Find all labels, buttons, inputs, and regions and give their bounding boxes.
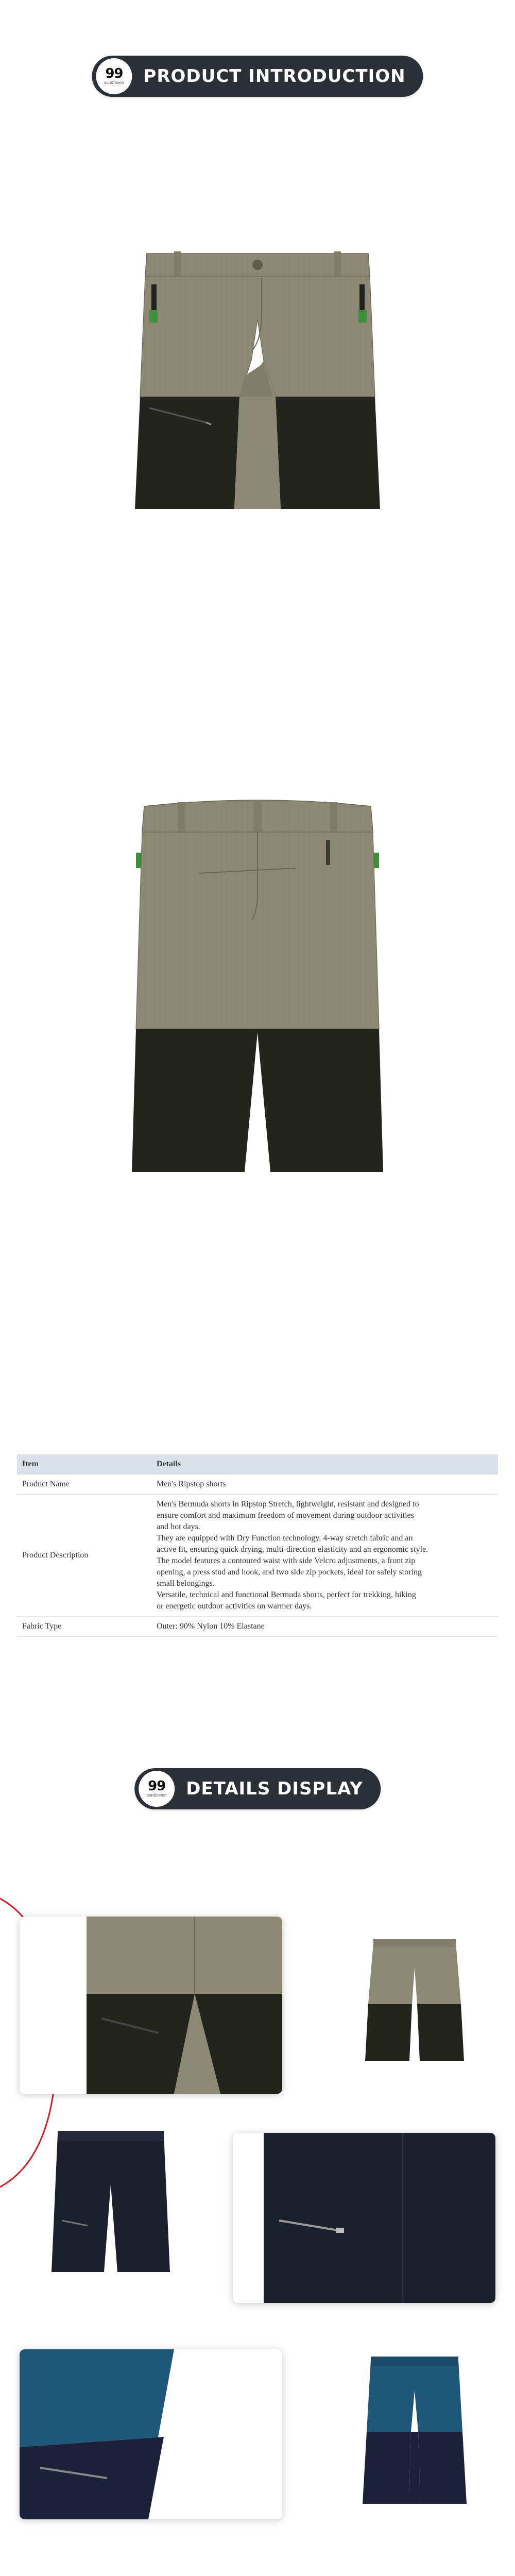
section-badge-product-introduction: [92, 56, 423, 97]
product-thumb-petrol: [360, 2354, 469, 2509]
brand-logo: [96, 58, 132, 94]
brand-logo-sub: sun&moon: [104, 80, 124, 85]
section-title: PRODUCT INTRODUCTION: [143, 66, 406, 87]
product-front-image: [129, 242, 386, 531]
table-cell-details: [151, 1495, 498, 1617]
brand-logo-number: 99: [148, 1778, 166, 1794]
table-row: [17, 1617, 498, 1637]
table-cell-item: Product Name: [17, 1475, 151, 1495]
closeup-petrol-image: [20, 2349, 282, 2519]
section-title: DETAILS DISPLAY: [186, 1778, 363, 1799]
description-line: active fit, ensuring quick drying, multi-direction elasticity and an ergonomic style.: [157, 1545, 428, 1554]
table-cell-details: Outer: 90% Nylon 10% Elastane: [151, 1617, 498, 1637]
table-cell-item: Product Description: [17, 1495, 151, 1617]
table-row: [17, 1475, 498, 1495]
detail-closeup-khaki: [20, 1917, 282, 2094]
description-line: The model features a contoured waist with side Velcro adjustments, a front zip: [157, 1556, 416, 1565]
product-thumb-navy: [46, 2128, 175, 2277]
product-back-image: [129, 791, 386, 1218]
brand-logo-number: 99: [105, 66, 123, 81]
description-line: Men's Bermuda shorts in Ripstop Stretch, lightweight, resistant and designed to: [157, 1500, 419, 1509]
description-line: opening, a press stud and hook, and two side zip pockets, ideal for safely storing: [157, 1568, 422, 1577]
table-cell-details: Men's Ripstop shorts: [151, 1475, 498, 1495]
spec-table: [17, 1454, 498, 1637]
description-line: small belongings.: [157, 1579, 215, 1588]
table-row: [17, 1495, 498, 1617]
closeup-navy-image: [233, 2133, 495, 2303]
detail-closeup-petrol: [20, 2349, 282, 2519]
button-icon: [252, 260, 263, 270]
brand-logo-sub: sun&moon: [147, 1793, 167, 1798]
detail-closeup-navy: [233, 2133, 495, 2303]
brand-logo: [139, 1771, 175, 1807]
description-line: or energetic outdoor activities on warmer days.: [157, 1602, 312, 1611]
table-header-item: Item: [17, 1454, 151, 1475]
description-line: ensure comfort and maximum freedom of movement during outdoor activities: [157, 1511, 414, 1520]
section-badge-details-display: [134, 1768, 381, 1809]
product-thumb-khaki: [363, 1937, 466, 2066]
table-header-row: [17, 1454, 498, 1475]
description-line: and hot days.: [157, 1522, 200, 1531]
description-line: Versatile, technical and functional Bermuda shorts, perfect for trekking, hiking: [157, 1590, 416, 1599]
table-cell-item: Fabric Type: [17, 1617, 151, 1637]
table-header-details: Details: [151, 1454, 498, 1475]
closeup-khaki-image: [20, 1917, 282, 2094]
description-line: They are equipped with Dry Function technology, 4-way stretch fabric and an: [157, 1534, 413, 1543]
